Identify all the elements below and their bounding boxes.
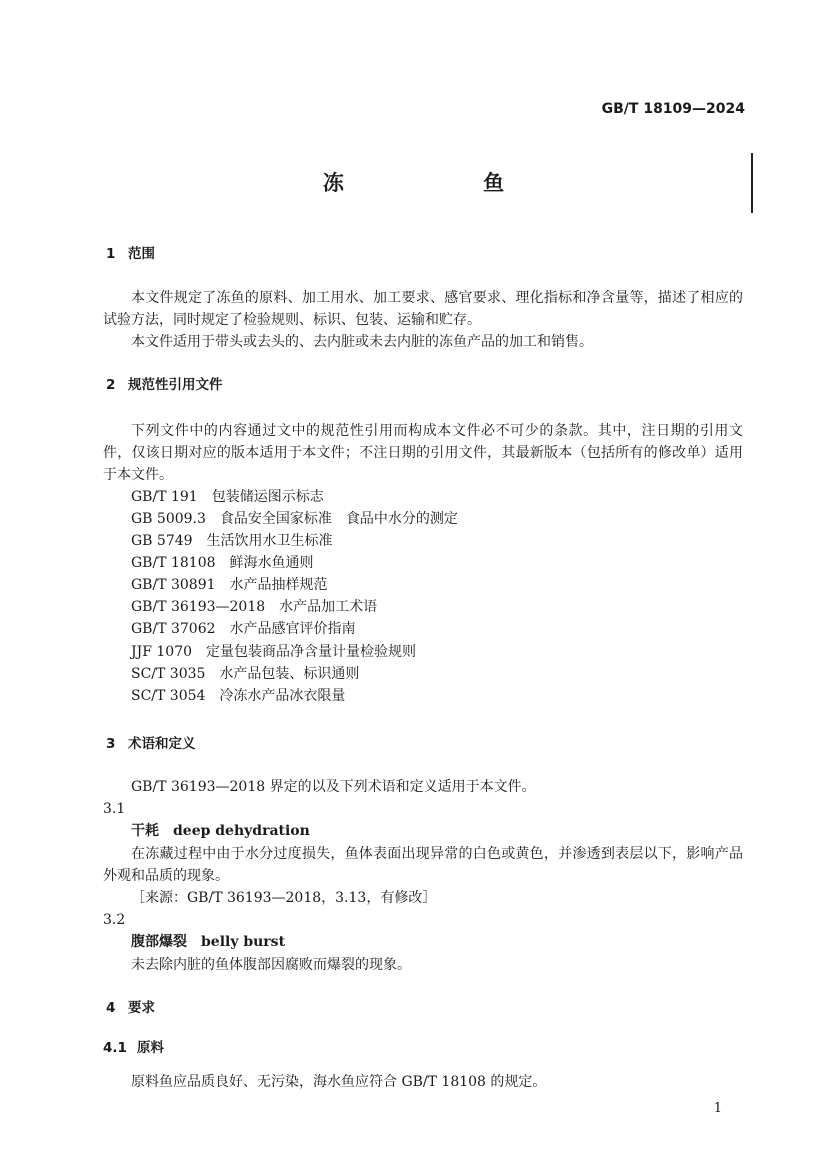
- subsection-4-1-paragraph: 原料鱼应品质良好、无污染，海水鱼应符合 GB/T 18108 的规定。: [131, 1074, 547, 1090]
- section-title: 范围: [128, 246, 155, 262]
- reference-item: GB/T 36193—2018 水产品加工术语: [131, 599, 378, 615]
- section-number: 4: [106, 1000, 116, 1016]
- section-1-paragraph-1: 本文件规定了冻鱼的原料、加工用水、加工要求、感官要求、理化指标和净含量等，描述了相应的试验方法，同时规定了检验规则、标识、包装、运输和贮存。: [103, 290, 743, 328]
- term-zh: 腹部爆裂: [131, 934, 187, 950]
- reference-item: GB 5749 生活饮用水卫生标准: [131, 533, 333, 549]
- term-en: belly burst: [201, 934, 286, 950]
- section-number: 3: [106, 736, 116, 752]
- reference-item: GB/T 191 包装储运图示标志: [131, 489, 324, 505]
- page-number: 1: [713, 1101, 722, 1116]
- section-3-heading: [106, 733, 196, 755]
- subsection-title: 原料: [137, 1040, 164, 1056]
- reference-item: SC/T 3035 水产品包装、标识通则: [131, 666, 360, 682]
- section-2-heading: [106, 374, 223, 396]
- reference-item: GB/T 30891 水产品抽样规范: [131, 577, 328, 593]
- subsection-number: 4.1: [103, 1040, 127, 1056]
- reference-item: JJF 1070 定量包装商品净含量计量检验规则: [131, 644, 417, 660]
- term-definition: 在冻藏过程中由于水分过度损失，鱼体表面出现异常的白色或黄色，并渗透到表层以下，影响产品外观和品质的现象。: [103, 846, 743, 884]
- standard-number: GB/T 18109—2024: [601, 101, 745, 117]
- section-4-heading: [106, 997, 155, 1019]
- term-number: 3.1: [103, 801, 126, 817]
- section-title: 术语和定义: [128, 736, 196, 752]
- subsection-4-1-heading: [103, 1037, 164, 1059]
- term-heading: [131, 931, 285, 953]
- section-3-paragraph-1: GB/T 36193—2018 界定的以及下列术语和定义适用于本文件。: [131, 779, 536, 795]
- section-number: 2: [106, 377, 116, 393]
- section-2-paragraph-1: 下列文件中的内容通过文中的规范性引用而构成本文件必不可少的条款。其中，注日期的引用文件，仅该日期对应的版本适用于本文件；不注日期的引用文件，其最新版本（包括所有的修改单）适用于本文件。: [103, 423, 743, 483]
- reference-item: GB/T 18108 鲜海水鱼通则: [131, 555, 314, 571]
- section-number: 1: [106, 246, 116, 262]
- term-definition: 未去除内脏的鱼体腹部因腐败而爆裂的现象。: [131, 957, 411, 973]
- term-number: 3.2: [103, 912, 126, 928]
- term-en: deep dehydration: [173, 823, 310, 839]
- section-1-paragraph-2: 本文件适用于带头或去头的、去内脏或未去内脏的冻鱼产品的加工和销售。: [131, 334, 593, 350]
- reference-item: GB 5009.3 食品安全国家标准 食品中水分的测定: [131, 511, 458, 527]
- reference-item: SC/T 3054 冷冻水产品冰衣限量: [131, 688, 346, 704]
- term-source: ［来源：GB/T 36193—2018，3.13，有修改］: [131, 890, 437, 906]
- document-title: 冻 鱼: [322, 171, 571, 195]
- section-title: 规范性引用文件: [128, 377, 223, 393]
- term-zh: 干耗: [131, 823, 159, 839]
- section-title: 要求: [128, 1000, 155, 1016]
- section-1-heading: [106, 243, 155, 265]
- term-heading: [131, 820, 310, 842]
- reference-item: GB/T 37062 水产品感官评价指南: [131, 621, 356, 637]
